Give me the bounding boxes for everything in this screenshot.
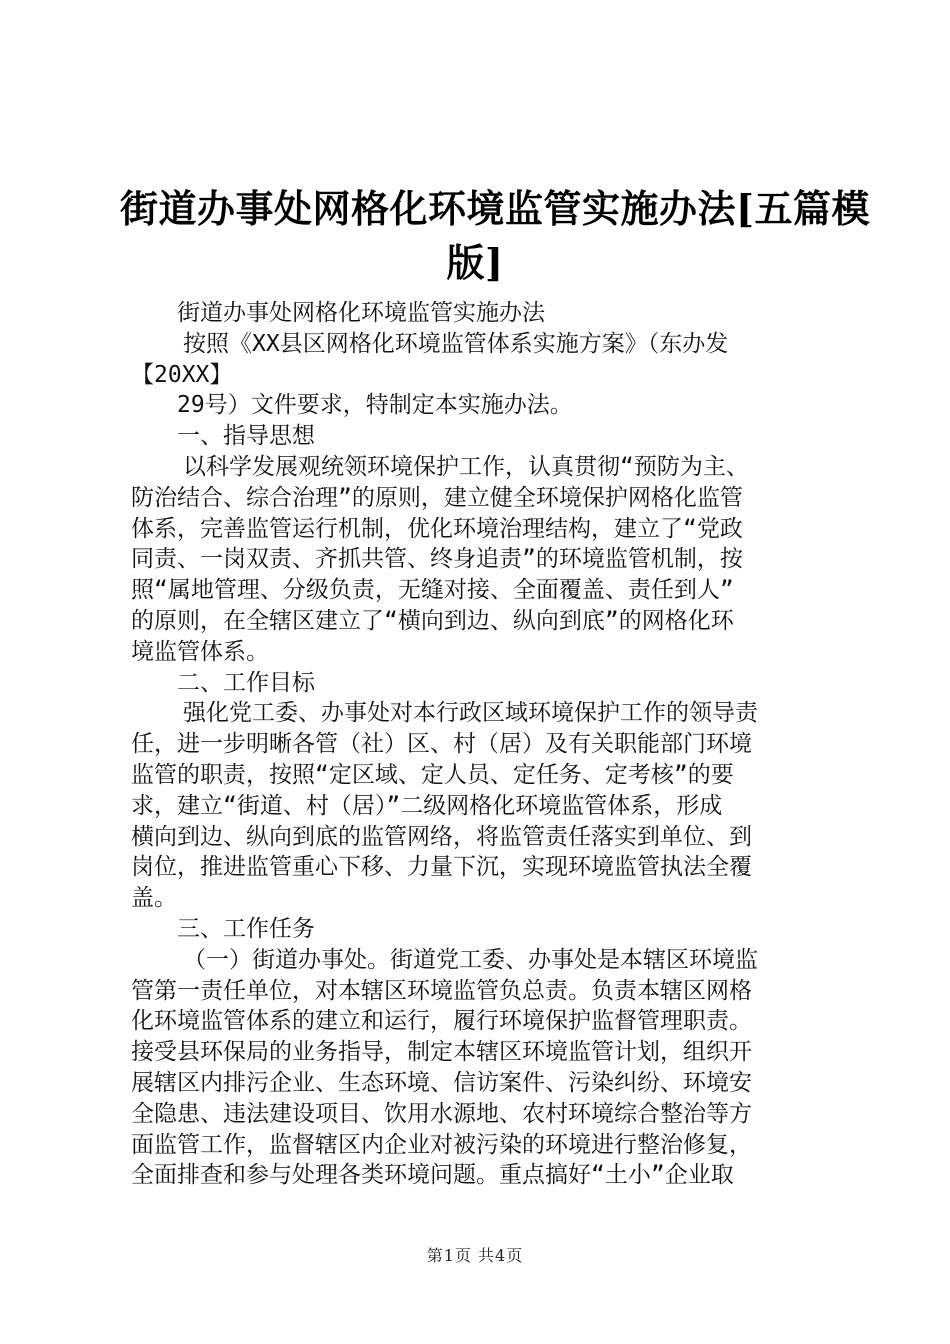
body-line: 街道办事处网格化环境监管实施办法 xyxy=(177,300,545,326)
body-line: 求，建立“街道、村（居）”二级网格化环境监管体系，形成 xyxy=(131,792,723,819)
body-line: 横向到边、纵向到底的监管网络，将监管责任落实到单位、到 xyxy=(131,823,752,850)
page-number-footer: 第1页 共4页 xyxy=(426,1246,524,1265)
body-line: 盖。 xyxy=(131,885,177,912)
body-line: 监管的职责，按照“定区域、定人员、定任务、定考核”的要 xyxy=(131,761,734,788)
body-line: 同责、一岗双责、齐抓共管、终身追责”的环境监管机制，按 xyxy=(131,546,743,573)
body-line: 任，进一步明晰各管（社）区、村（居）及有关职能部门环境 xyxy=(131,731,752,758)
title-line-2: 版] xyxy=(446,240,504,285)
body-line: 以科学发展观统领环境保护工作，认真贯彻“预防为主、 xyxy=(183,453,749,480)
body-line: 体系，完善监管运行机制，优化环境治理结构，建立了“党政 xyxy=(131,515,743,542)
body-line: 强化党工委、办事处对本行政区域环境保护工作的领导责 xyxy=(183,700,758,727)
title-line-1: 街道办事处网格化环境监管实施办法[五篇模 xyxy=(120,186,870,231)
body-line: （一）街道办事处。街道党工委、办事处是本辖区环境监 xyxy=(183,946,758,973)
section-heading: 二、工作目标 xyxy=(177,669,315,696)
body-line: 的原则，在全辖区建立了“横向到边、纵向到底”的网格化环 xyxy=(131,607,734,634)
body-line: 防治结合、综合治理”的原则，建立健全环境保护网格化监管 xyxy=(131,484,743,511)
section-heading: 三、工作任务 xyxy=(177,915,315,942)
document-title xyxy=(120,182,870,290)
body-line: 化环境监管体系的建立和运行，履行环境保护监督管理职责。 xyxy=(131,1008,752,1035)
body-line: 管第一责任单位，对本辖区环境监管负总责。负责本辖区网格 xyxy=(131,977,752,1004)
body-line: 全面排查和参与处理各类环境问题。重点搞好“土小”企业取 xyxy=(131,1162,734,1189)
body-line: 全隐患、违法建设项目、饮用水源地、农村环境综合整治等方 xyxy=(131,1100,752,1127)
body-line: 展辖区内排污企业、生态环境、信访案件、污染纠纷、环境安 xyxy=(131,1069,752,1096)
body-line: 照“属地管理、分级负责，无缝对接、全面覆盖、责任到人” xyxy=(131,577,734,604)
body-line: 29号）文件要求，特制定本实施办法。 xyxy=(177,392,573,419)
document-body xyxy=(131,298,831,1191)
body-line: 【20XX】 xyxy=(131,361,233,388)
section-heading: 一、指导思想 xyxy=(177,423,315,450)
body-line: 面监管工作，监督辖区内企业对被污染的环境进行整治修复， xyxy=(131,1131,752,1158)
body-line: 境监管体系。 xyxy=(131,638,269,665)
body-line: 按照《XX县区网格化环境监管体系实施方案》（东办发 xyxy=(183,330,729,357)
body-line: 岗位，推进监管重心下移、力量下沉，实现环境监管执法全覆 xyxy=(131,854,752,881)
body-line: 接受县环保局的业务指导，制定本辖区环境监管计划，组织开 xyxy=(131,1039,752,1066)
